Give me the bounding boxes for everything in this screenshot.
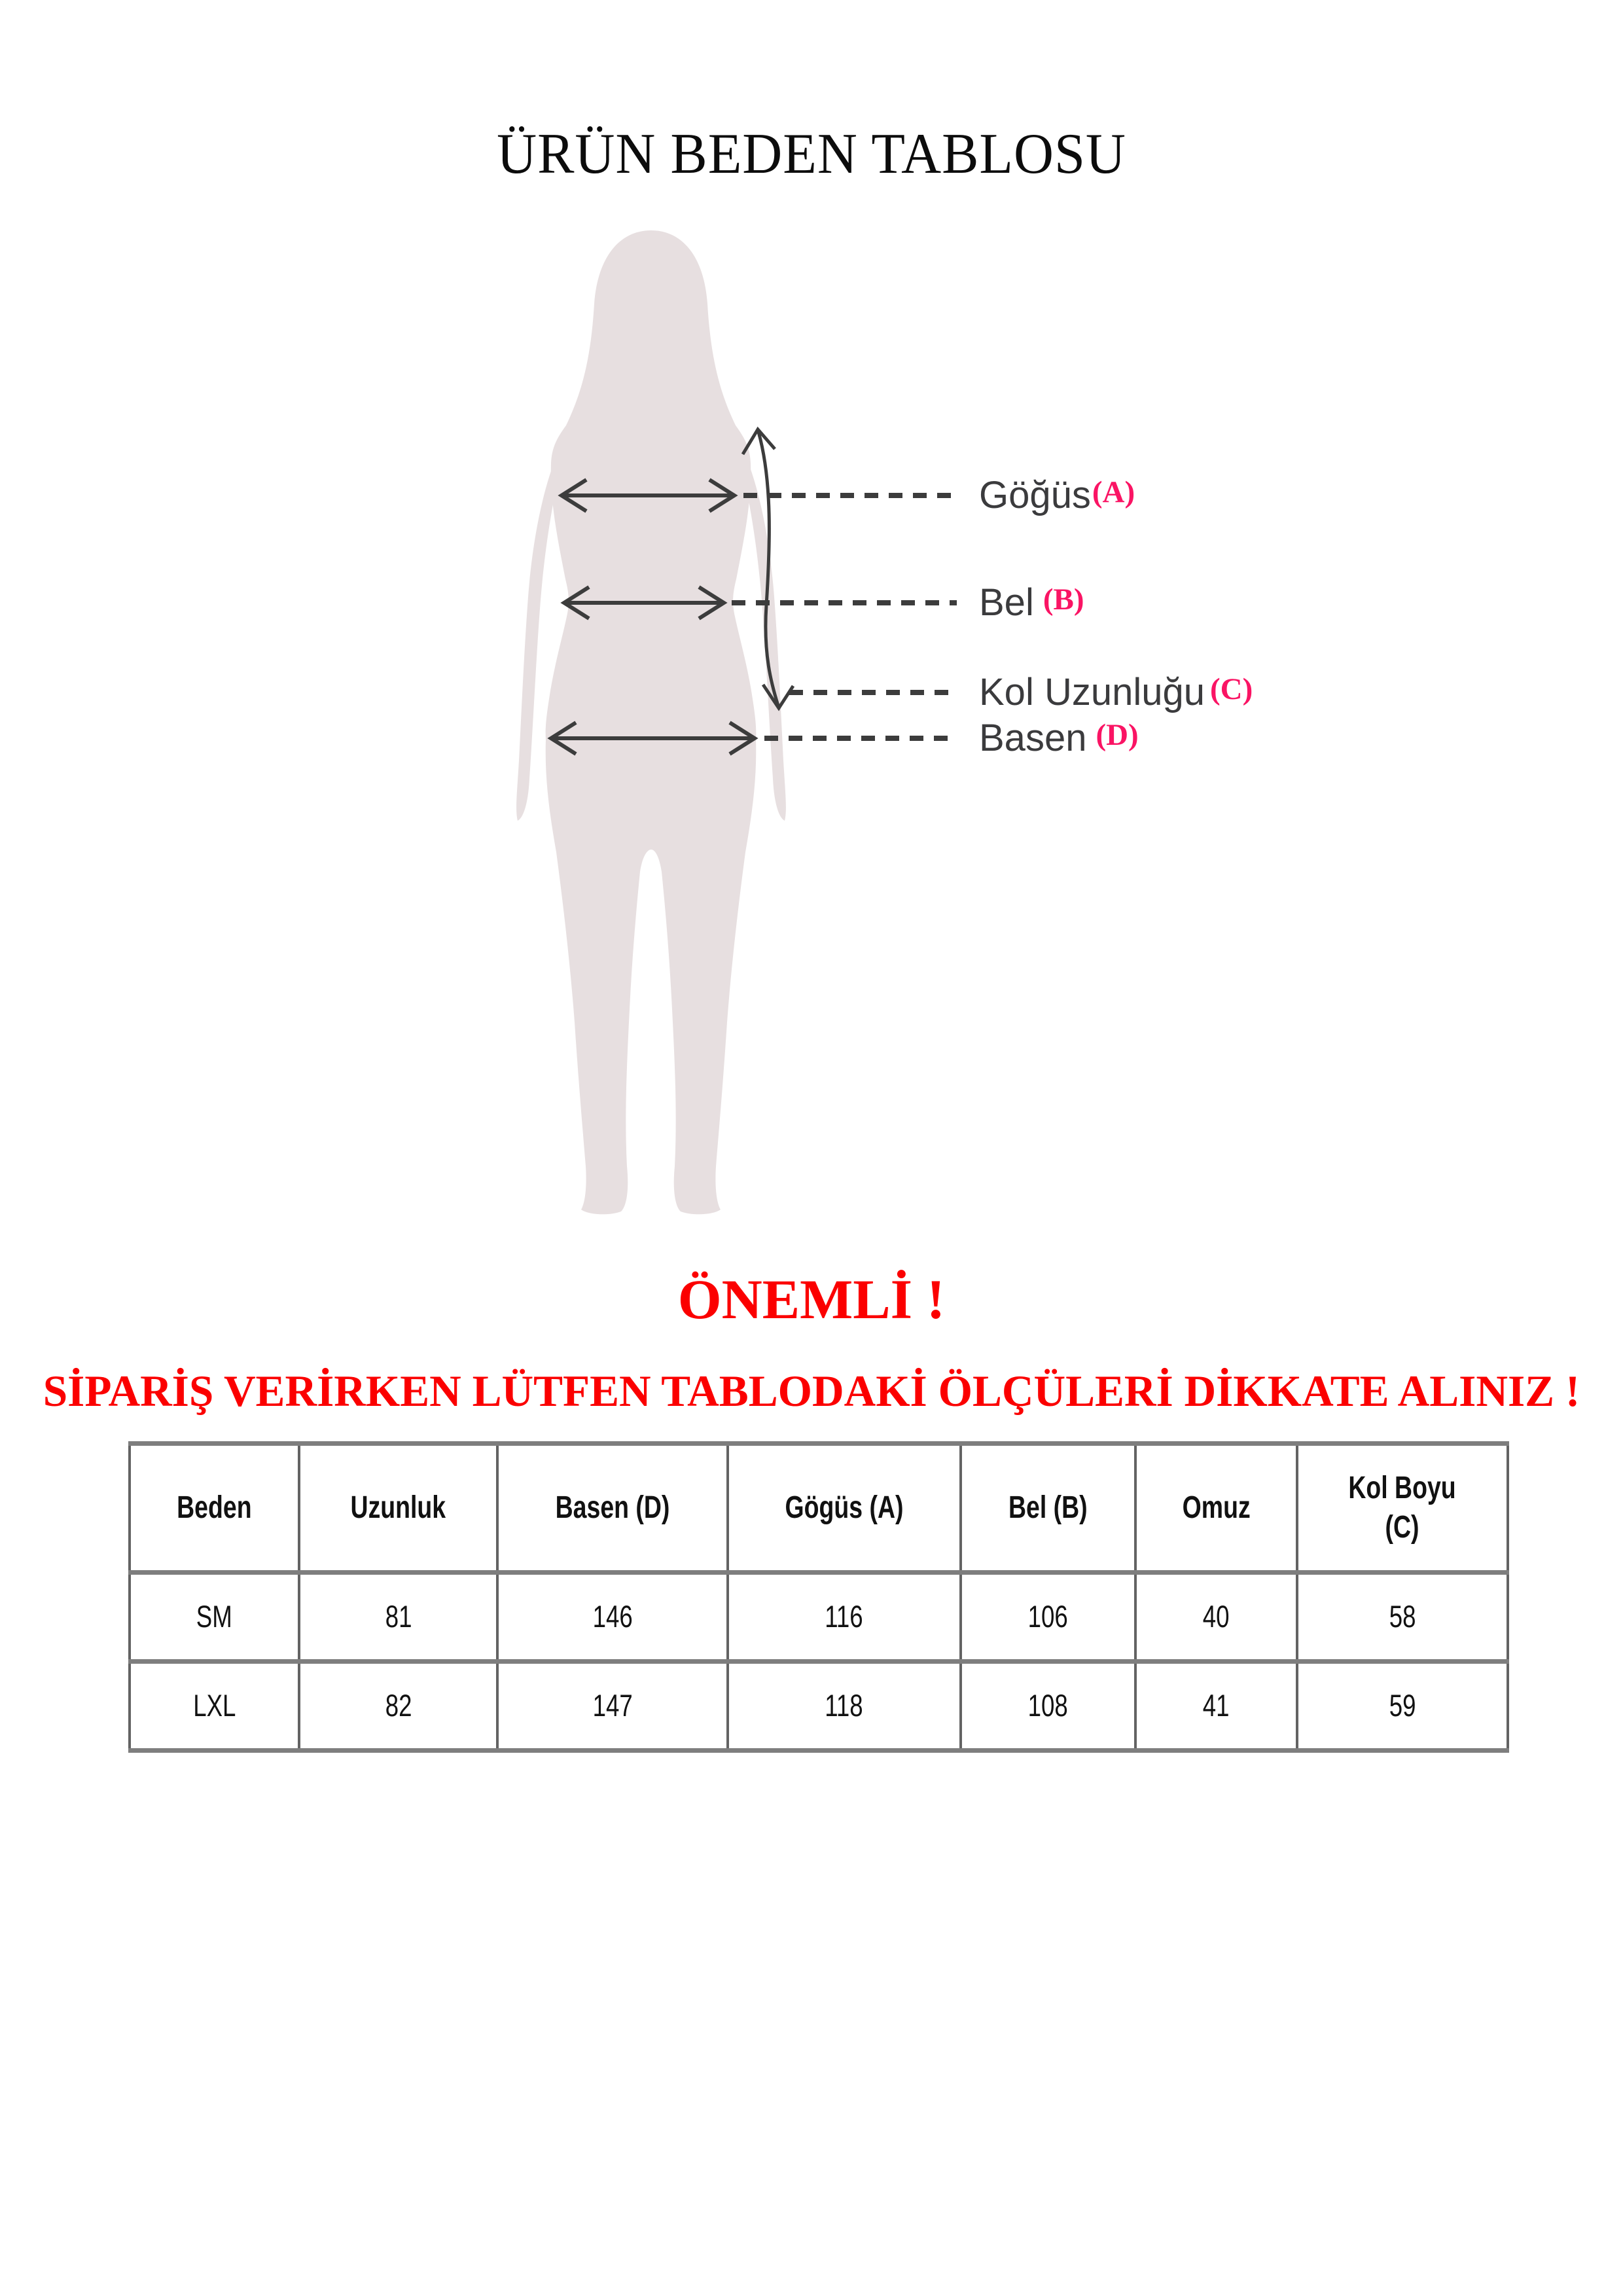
cell-kol-boyu: 59 [1297, 1662, 1508, 1751]
label-chest-letter: (A) [1092, 475, 1135, 509]
col-header-kol-boyu: Kol Boyu (C) [1297, 1444, 1508, 1573]
label-waist-letter: (B) [1043, 583, 1084, 617]
important-heading: ÖNEMLİ ! [677, 1268, 946, 1331]
body-silhouette [546, 230, 757, 1214]
cell-size: SM [130, 1573, 299, 1662]
cell-uzunluk: 81 [299, 1573, 497, 1662]
label-arm-length [979, 673, 1253, 715]
label-chest [979, 476, 1135, 518]
label-chest-text: Göğüs [979, 474, 1091, 516]
left-arm-silhouette [516, 467, 557, 821]
chest-measure-arrow [562, 480, 734, 511]
col-header-omuz: Omuz [1135, 1444, 1296, 1573]
cell-size: LXL [130, 1662, 299, 1751]
col-header-uzunluk: Uzunluk [299, 1444, 497, 1573]
page-title: ÜRÜN BEDEN TABLOSU [497, 122, 1126, 186]
col-header-basen: Basen (D) [497, 1444, 728, 1573]
label-hip [979, 719, 1139, 761]
cell-basen: 147 [497, 1662, 728, 1751]
size-table-header-row [130, 1444, 1508, 1573]
size-row-lxl [130, 1662, 1508, 1751]
waist-measure-arrow [564, 587, 724, 619]
cell-gogus: 118 [728, 1662, 961, 1751]
col-header-gogus: Gögüs (A) [728, 1444, 961, 1573]
cell-bel: 106 [961, 1573, 1135, 1662]
cell-uzunluk: 82 [299, 1662, 497, 1751]
label-hip-text: Basen [979, 717, 1087, 759]
cell-omuz: 41 [1135, 1662, 1296, 1751]
arm-length-arrow [743, 429, 793, 708]
cell-basen: 146 [497, 1573, 728, 1662]
col-header-bel: Bel (B) [961, 1444, 1135, 1573]
cell-gogus: 116 [728, 1573, 961, 1662]
cell-bel: 108 [961, 1662, 1135, 1751]
label-waist-text: Bel [979, 581, 1034, 624]
label-arm-length-text: Kol Uzunluğu [979, 671, 1205, 713]
col-header-beden: Beden [130, 1444, 299, 1573]
right-arm-silhouette [745, 467, 786, 821]
label-waist [979, 583, 1084, 625]
cell-kol-boyu: 58 [1297, 1573, 1508, 1662]
size-row-sm [130, 1573, 1508, 1662]
hip-measure-arrow [551, 723, 755, 754]
leader-lines [732, 495, 957, 738]
order-warning-text: SİPARİŞ VERİRKEN LÜTFEN TABLODAKİ ÖLÇÜLERİ DİKKATE ALINIZ ! [43, 1366, 1580, 1416]
label-hip-letter: (D) [1096, 718, 1139, 752]
cell-omuz: 40 [1135, 1573, 1296, 1662]
size-table [128, 1441, 1509, 1753]
label-arm-length-letter: (C) [1210, 672, 1253, 706]
